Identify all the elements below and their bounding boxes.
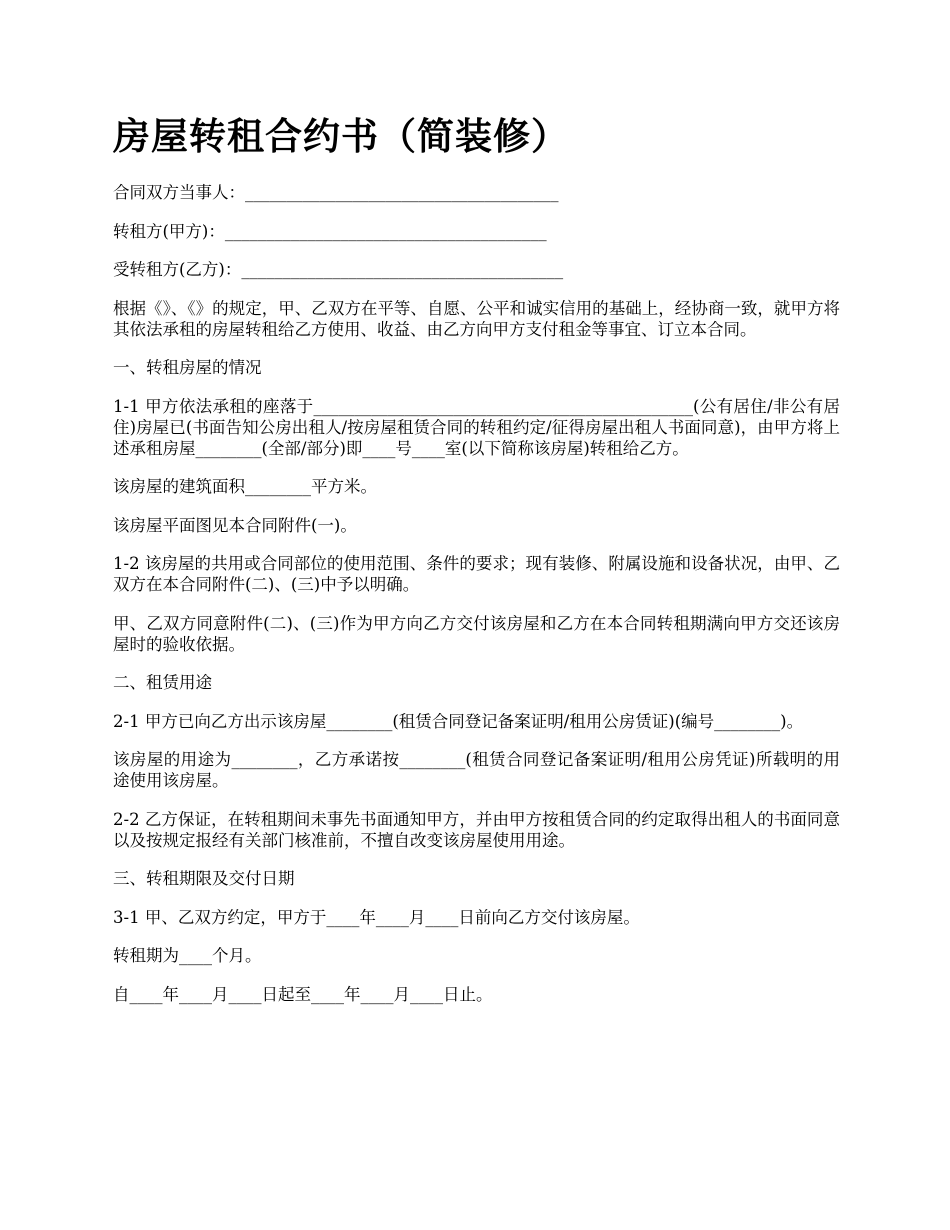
party-line: 合同双方当事人：______________________________________ <box>113 183 559 202</box>
document-title: 房屋转租合约书（简装修） <box>113 114 569 158</box>
clause-1-2: 1-2 该房屋的共用或合同部位的使用范围、条件的要求；现有装修、附属设施和设备状况，由甲、乙双方在本合同附件(二)、(三)中予以明确。 <box>113 554 840 594</box>
document-page <box>113 112 840 1022</box>
clause-2-1: 2-1 甲方已向乙方出示该房屋________(租赁合同登记备案证明/租用公房赁证)(编号________)。 <box>113 711 804 731</box>
term-length-line: 转租期为____个月。 <box>113 946 262 965</box>
clause-3-1: 3-1 甲、乙双方约定，甲方于____年____月____日前向乙方交付该房屋。 <box>113 907 640 927</box>
usage-paragraph: 该房屋的用途为________，乙方承诺按________(租赁合同登记备案证明/租用公房凭证)所载明的用途使用该房屋。 <box>113 750 840 790</box>
term-dates-line: 自____年____月____日起至____年____月____日止。 <box>113 984 493 1004</box>
preamble-paragraph: 根据《》、《》的规定，甲、乙双方在平等、自愿、公平和诚实信用的基础上，经协商一致，就甲方将其依法承租的房屋转租给乙方使用、收益、由乙方向甲方支付租金等事宜、订立本合同。 <box>113 298 840 339</box>
clause-1-1: 1-1 甲方依法承租的座落于______________________________________________(公有居住/非公有居住)房屋已(书面告知公房出租人/按房屋租赁合同的转租约定/征得房屋出租人书面同意)，由甲方将上述承租房屋________(全部/部分)即____号____室(以下简称该房屋)转租给乙方。 <box>113 396 840 458</box>
clause-2-2: 2-2 乙方保证，在转租期间未事先书面通知甲方，并由甲方按租赁合同的约定取得出租人的书面同意以及按规定报经有关部门核准前，不擅自改变该房屋使用用途。 <box>113 809 840 850</box>
party-a-line: 转租方(甲方)：_______________________________________ <box>113 221 547 241</box>
section-heading-3: 三、转租期限及交付日期 <box>113 869 295 888</box>
acceptance-basis-paragraph: 甲、乙双方同意附件(二)、(三)作为甲方向乙方交付该房屋和乙方在本合同转租期满向甲方交还该房屋时的验收依据。 <box>113 613 840 654</box>
section-heading-2: 二、租赁用途 <box>113 673 212 692</box>
party-b-line: 受转租方(乙方)：_______________________________________ <box>113 260 564 279</box>
area-line: 该房屋的建筑面积________平方米。 <box>113 477 377 496</box>
floor-plan-line: 该房屋平面图见本合同附件(一)。 <box>113 515 357 535</box>
section-heading-1: 一、转租房屋的情况 <box>113 358 262 377</box>
